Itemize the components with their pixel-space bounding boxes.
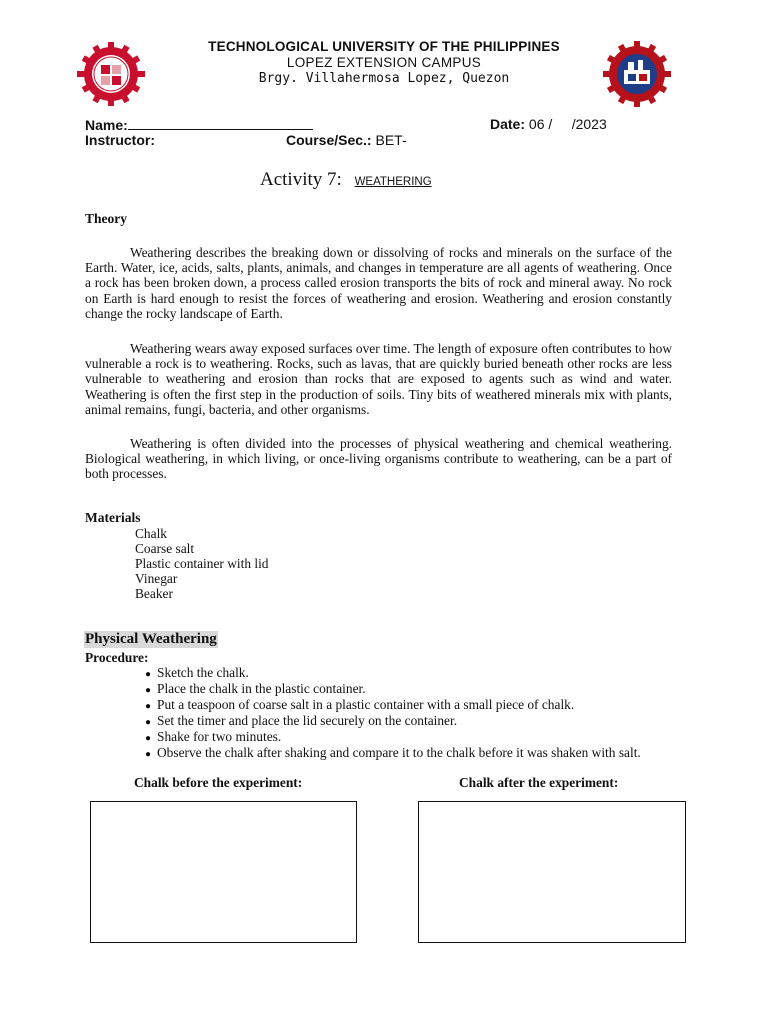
bullet-icon: ● (145, 701, 152, 712)
procedure-step: ● Shake for two minutes. (145, 729, 282, 744)
name-blank[interactable] (128, 116, 313, 130)
theory-heading: Theory (85, 211, 127, 226)
theory-paragraph-2: Weathering wears away exposed surfaces over time. The length of exposure often contributes to how vulnerable a rock is to weathering. Rocks, such as lavas, that are quickly buried beneath other rocks are less vulnerable to weathering and erosion than rocks that are exposed to agents such as wind and water. Weathering is often the first step in the production of soils. Tiny bits of weathered minerals mix with plants, animal remains, fungi, bacteria, and other organisms. (85, 341, 672, 417)
material-item: Chalk (135, 526, 167, 541)
before-label: Chalk before the experiment: (134, 775, 303, 790)
bullet-icon: ● (145, 733, 152, 744)
course-field (286, 132, 407, 148)
procedure-step: ● Place the chalk in the plastic container. (145, 681, 366, 696)
bullet-icon: ● (145, 749, 152, 760)
material-item: Plastic container with lid (135, 556, 269, 571)
instructor-label: Instructor: (85, 132, 155, 148)
procedure-step: ● Observe the chalk after shaking and compare it to the chalk before it was shaken with salt. (145, 745, 641, 760)
bullet-icon: ● (145, 685, 152, 696)
material-item: Coarse salt (135, 541, 195, 556)
date-value[interactable]: 06 / /2023 (528, 116, 607, 132)
physical-weathering-heading: Physical Weathering (85, 631, 217, 647)
procedure-step: ● Set the timer and place the lid securely on the container. (145, 713, 458, 728)
university-name: TECHNOLOGICAL UNIVERSITY OF THE PHILIPPINES (208, 39, 560, 54)
campus-address: Brgy. Villahermosa Lopez, Quezon (258, 71, 510, 86)
procedure-label: Procedure: (85, 650, 149, 665)
course-label: Course/Sec.: (286, 132, 372, 148)
materials-heading: Materials (85, 510, 141, 525)
material-item: Vinegar (135, 571, 178, 586)
activity-number: Activity 7: (260, 169, 342, 190)
activity-title (260, 169, 432, 191)
name-field (85, 116, 313, 133)
theory-paragraph-1: Weathering describes the breaking down or dissolving of rocks and minerals on the surface of the Earth. Water, ice, acids, salts, plants, animals, and changes in temperature are all agents of weathering. Once a rock has been broken down, a process called erosion transports the bits of rock and mineral away. No rock on Earth is hard enough to resist the forces of weathering and erosion. Weathering and erosion constantly change the rocky landscape of Earth. (85, 245, 672, 321)
bullet-icon: ● (145, 717, 152, 728)
activity-subtitle: WEATHERING (354, 176, 432, 188)
procedure-step: ● Put a teaspoon of coarse salt in a plastic container with a small piece of chalk. (145, 697, 575, 712)
after-sketch-box[interactable] (418, 801, 686, 943)
course-value[interactable]: BET- (375, 132, 407, 148)
theory-paragraph-3: Weathering is often divided into the processes of physical weathering and chemical weathering. Biological weathering, in which living, or once-living organisms contribute to weathering, can be a part of both processes. (85, 436, 672, 482)
after-label: Chalk after the experiment: (459, 775, 619, 790)
date-label: Date: (490, 116, 526, 132)
date-field (490, 116, 607, 132)
procedure-step: ● Sketch the chalk. (145, 665, 249, 680)
before-sketch-box[interactable] (90, 801, 357, 943)
name-label: Name: (85, 117, 128, 133)
bullet-icon: ● (145, 669, 152, 680)
material-item: Beaker (135, 586, 173, 601)
campus-name: LOPEZ EXTENSION CAMPUS (286, 55, 482, 70)
